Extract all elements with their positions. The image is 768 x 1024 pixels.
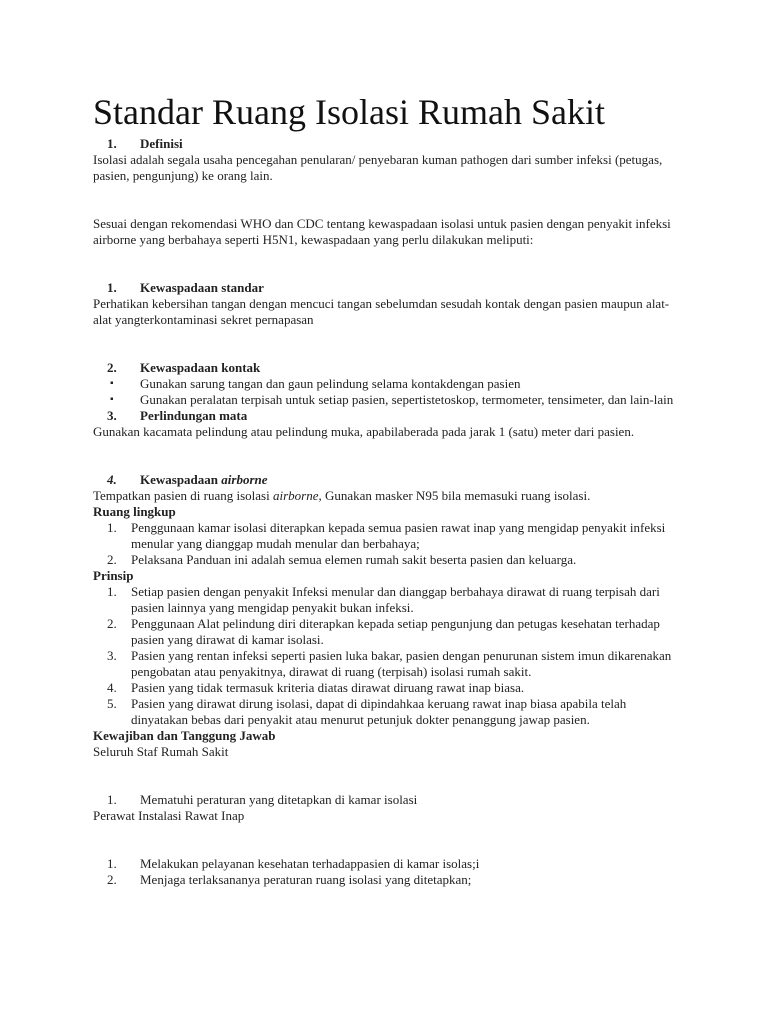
section-heading-definisi [93, 136, 683, 152]
list-item: 1. Setiap pasien dengan penyakit Infeksi menular dan dianggap berbahaya dirawat di ruang terpisah dari pasien lainnya yang mengidap penyakit bukan infeksi. [107, 584, 660, 615]
section-number: 3. [107, 408, 117, 423]
section-number: 1. [107, 136, 117, 151]
bullet-item: ▪ Gunakan sarung tangan dan gaun pelindung selama kontakdengan pasien [110, 376, 521, 391]
section-number: 1. [107, 280, 117, 295]
section-title: Kewaspadaan standar [140, 280, 264, 295]
section-heading-kontak [93, 360, 683, 376]
square-bullet-icon: ▪ [110, 394, 114, 405]
section-title: Kewaspadaan kontak [140, 360, 261, 375]
list-item: 2. Menjaga terlaksananya peraturan ruang isolasi yang ditetapkan; [107, 872, 472, 887]
prinsip-heading: Prinsip [93, 568, 134, 583]
section-title: Definisi [140, 136, 183, 151]
list-item: 1. Penggunaan kamar isolasi diterapkan kepada semua pasien rawat inap yang mengidap penyakit infeksi menular yang dianggap mudah menular dan berbahaya; [107, 520, 666, 551]
section-number: 2. [107, 360, 117, 375]
airborne-paragraph: Tempatkan pasien di ruang isolasi airborne, Gunakan masker N95 bila memasuki ruang isolasi. [93, 488, 591, 503]
list-item: 1. Mematuhi peraturan yang ditetapkan di kamar isolasi [107, 792, 418, 807]
section-title: Perlindungan mata [140, 408, 248, 423]
section-heading-airborne [93, 472, 683, 488]
standar-paragraph: Perhatikan kebersihan tangan dengan mencuci tangan sebelumdan sesudah kontak dengan pasien maupun alat-alat yangterkontaminasi sekret pernapasan [93, 296, 670, 327]
list-item: 4. Pasien yang tidak termasuk kriteria diatas dirawat diruang rawat inap biasa. [107, 680, 525, 695]
list-item: 5. Pasien yang dirawat dirung isolasi, dapat di dipindahkaa keruang rawat inap biasa apabila telah dinyatakan bebas dari penyakit atau menurut petunjuk dokter penanggung jawap pasien. [107, 696, 627, 727]
intro-paragraph: Sesuai dengan rekomendasi WHO dan CDC tentang kewaspadaan isolasi untuk pasien dengan penyakit infeksi airborne yang berbahaya seperti H5N1, kewaspadaan yang perlu dilakukan meliputi: [93, 216, 671, 247]
list-item: 3. Pasien yang rentan infeksi seperti pasien luka bakar, pasien dengan penurunan sistem imun dikarenakan pengobatan atau penyakitnya, dirawat di ruang (terpisah) isolasi rumah sakit. [107, 648, 672, 679]
section-number: 4. [107, 472, 117, 487]
bullet-item: ▪ Gunakan peralatan terpisah untuk setiap pasien, sepertistetoskop, termometer, tensimeter, dan lain-lain [110, 392, 674, 407]
section-title-italic: airborne [221, 472, 268, 487]
ruang-lingkup-heading: Ruang lingkup [93, 504, 176, 519]
page-title: Standar Ruang Isolasi Rumah Sakit [93, 92, 605, 132]
mata-paragraph: Gunakan kacamata pelindung atau pelindung muka, apabilaberada pada jarak 1 (satu) meter dari pasien. [93, 424, 635, 439]
staf-list [93, 792, 683, 808]
square-bullet-icon: ▪ [110, 378, 114, 389]
perawat-list [93, 856, 683, 888]
definisi-paragraph: Isolasi adalah segala usaha pencegahan penularan/ penyebaran kuman pathogen dari sumber infeksi (petugas, pasien, pengunjung) ke orang lain. [93, 152, 663, 183]
staf-label: Seluruh Staf Rumah Sakit [93, 744, 229, 759]
section-heading-standar [93, 280, 683, 296]
section-heading-mata [93, 408, 683, 424]
ruang-lingkup-list [93, 520, 683, 568]
list-item: 2. Penggunaan Alat pelindung diri diterapkan kepada setiap pengunjung dan petugas kesehatan terhadap pasien yang dirawat di kamar isolasi. [107, 616, 660, 647]
kewajiban-heading: Kewajiban dan Tanggung Jawab [93, 728, 276, 743]
perawat-label: Perawat Instalasi Rawat Inap [93, 808, 245, 823]
document [93, 92, 683, 888]
prinsip-list [93, 584, 683, 728]
list-item: 2. Pelaksana Panduan ini adalah semua elemen rumah sakit beserta pasien dan keluarga. [107, 552, 577, 567]
list-item: 1. Melakukan pelayanan kesehatan terhadappasien di kamar isolas;i [107, 856, 480, 871]
section-title: Kewaspadaan [140, 472, 222, 487]
